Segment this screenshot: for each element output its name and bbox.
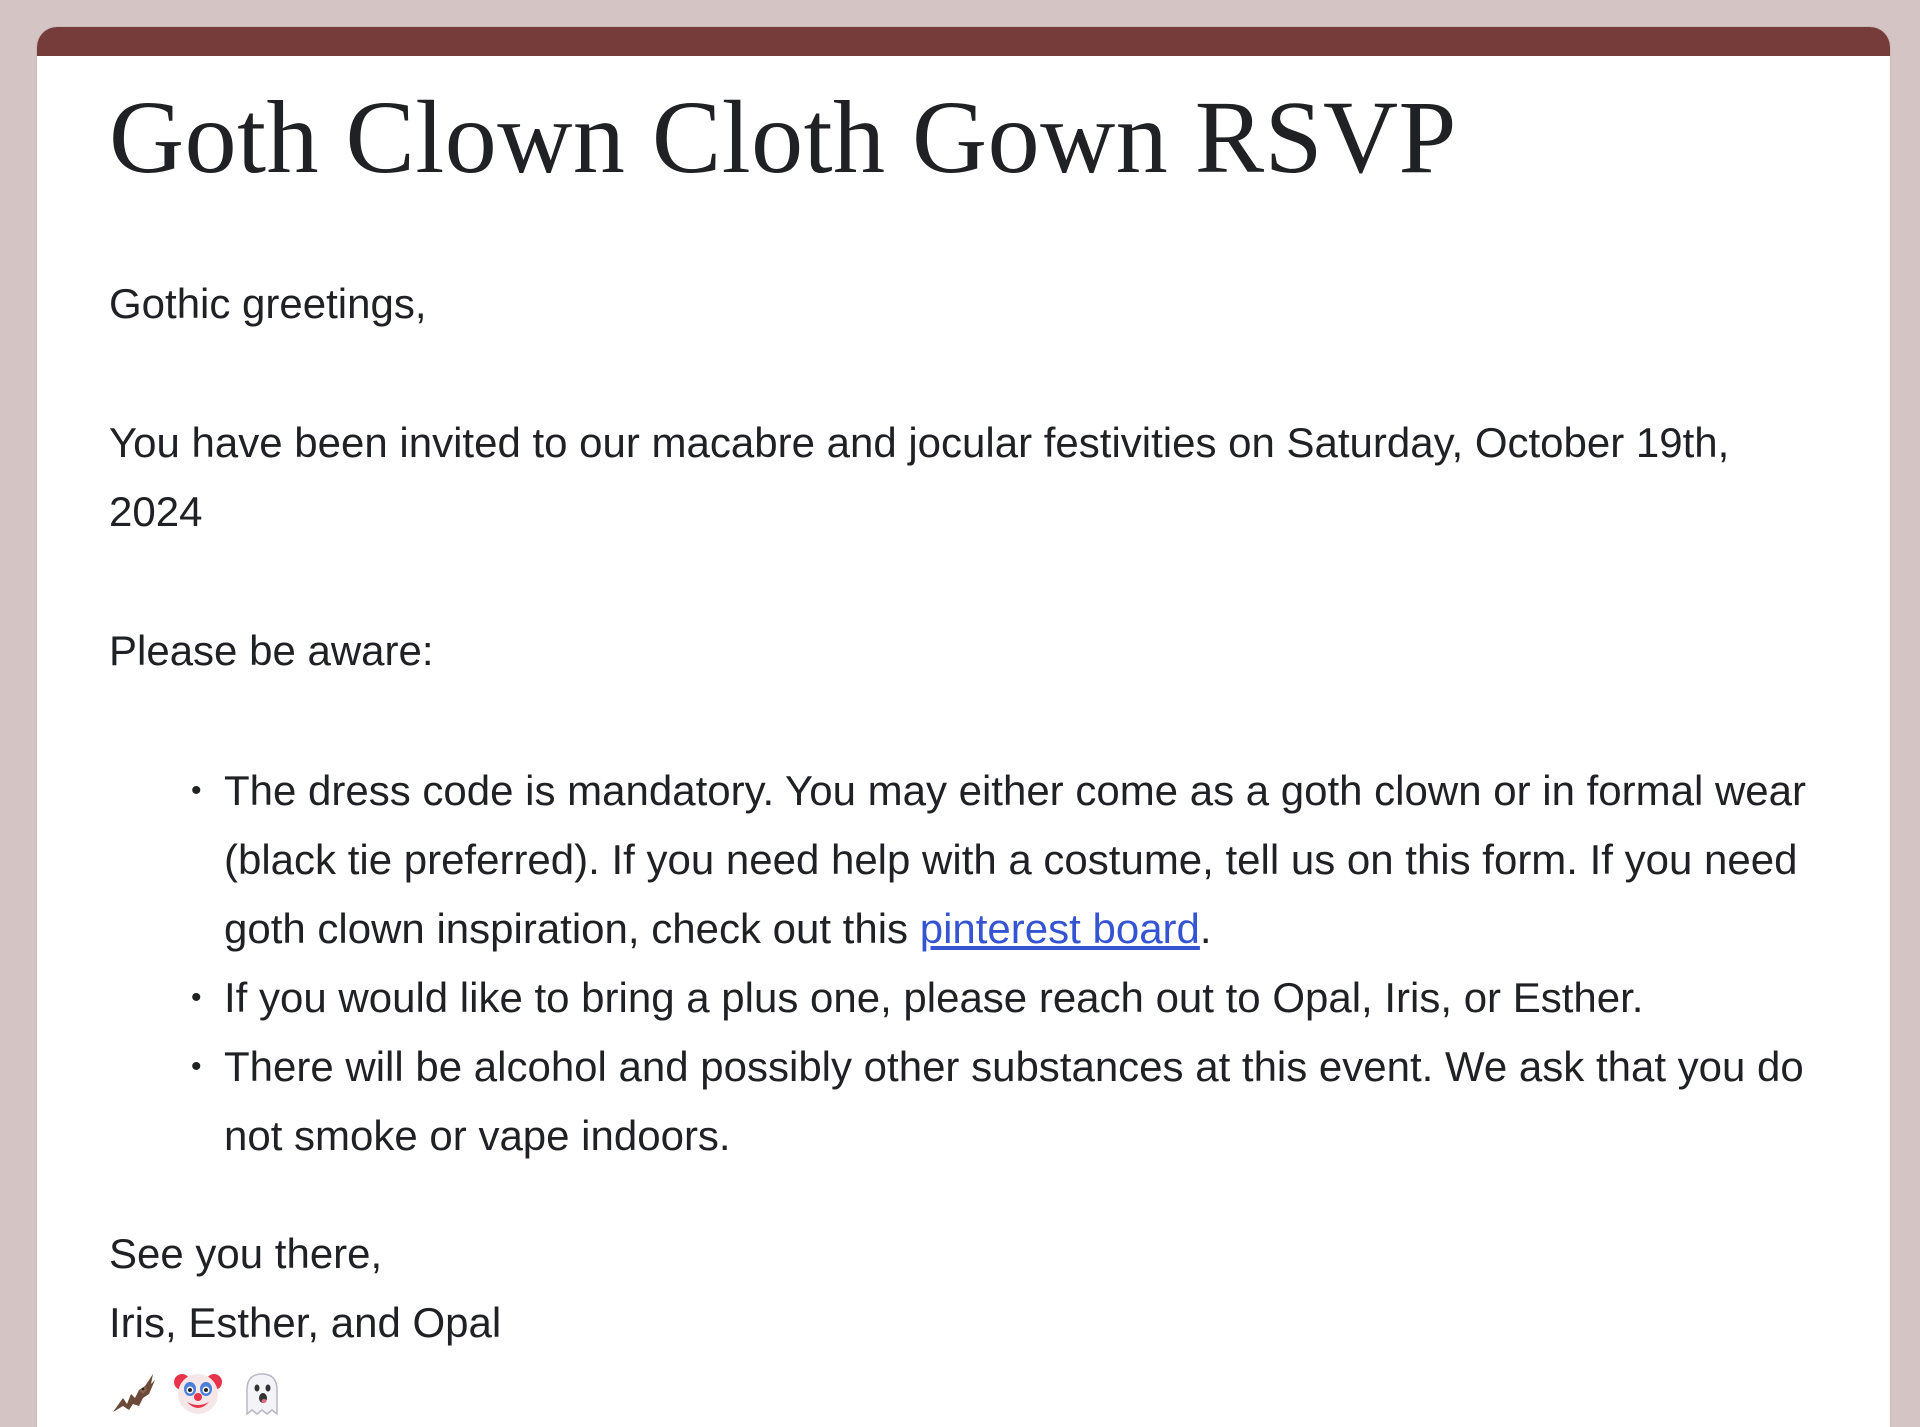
form-header-card [37,27,1890,1427]
invite-text: You have been invited to our macabre and jocular festivities on Saturday, October 19th, 2024 [109,419,1730,535]
bullet-icon: • [191,774,202,807]
greeting-text: Gothic greetings, [109,280,427,327]
bat-icon [109,1368,159,1418]
pinterest-board-link[interactable]: pinterest board [919,905,1200,952]
bullet-icon: • [191,1050,202,1083]
clown-face-icon [173,1368,223,1418]
list-item [109,756,1824,963]
aware-heading: Please be aware: [109,627,434,674]
rule-text: If you would like to bring a plus one, please reach out to Opal, Iris, or Esther. [224,974,1644,1021]
signoff-text: See you there, [109,1230,383,1277]
rule-text-suffix: . [1199,905,1212,952]
rules-list [109,756,1869,1170]
rule-text: The dress code is mandatory. You may either come as a goth clown or in formal wear (black tie preferred). If you need help with a costume, tell us on this form. If you need goth clown inspiration, check out this [224,767,1806,952]
list-item [109,963,1824,1032]
emoji-row [109,1368,287,1418]
ghost-icon [237,1368,287,1418]
rule-text: There will be alcohol and possibly other substances at this event. We ask that you do not smoke or vape indoors. [224,1043,1804,1159]
form-title: Goth Clown Cloth Gown RSVP [109,80,1457,195]
form-description-area [109,56,1869,1346]
list-item [109,1032,1824,1170]
card-accent-bar [37,27,1890,56]
signers-text: Iris, Esther, and Opal [109,1299,502,1346]
bullet-icon: • [191,981,202,1014]
